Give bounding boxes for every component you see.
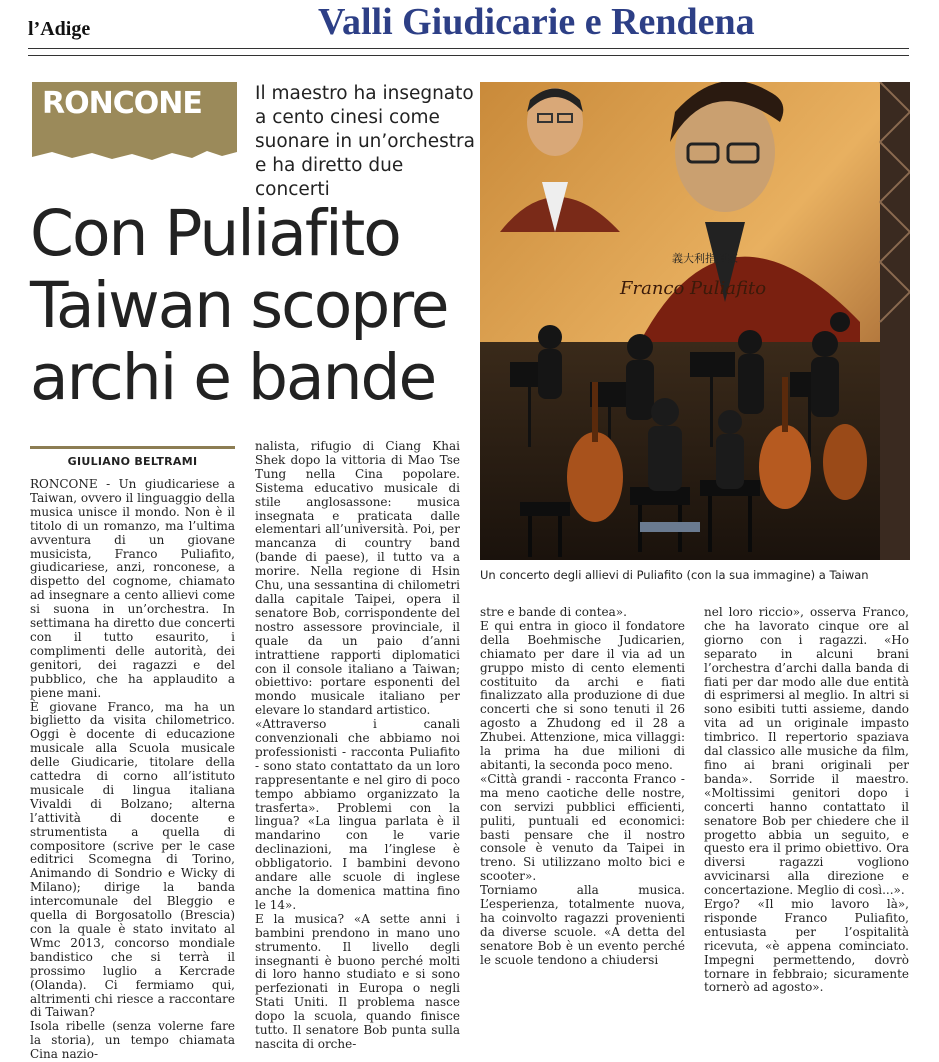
section-title: Valli Giudicarie e Rendena bbox=[318, 1, 755, 43]
paragraph: Isola ribelle (senza volerne fare la storia), un tempo chiamata Cina nazio- bbox=[30, 1019, 235, 1062]
kicker-torn-edge bbox=[32, 140, 237, 170]
headline-line-2: Taiwan scopre bbox=[30, 269, 448, 342]
article-column-1 bbox=[30, 478, 235, 1062]
byline-rule bbox=[30, 446, 235, 449]
article-column-3 bbox=[480, 606, 685, 968]
paragraph: stre e bande di contea». bbox=[480, 605, 627, 619]
paragraph: «Città grandi - racconta Franco - ma meno caotiche delle nostre, con servizi pubblici efficienti, puliti, puntuali ed economici: basti pensare che il nostro console è venuto da Taipei in treno. Si utilizzano molto bici e scooter». bbox=[480, 771, 685, 884]
newspaper-name: l’Adige bbox=[28, 18, 91, 40]
photo-caption: Un concerto degli allievi di Puliafito (con la sua immagine) a Taiwan bbox=[480, 568, 869, 582]
paragraph: E qui entra in gioco il fondatore della Boehmische Judicarien, chiamato per dare il via ad un gruppo misto di cento elementi costituito da archi e fiati finalizzato alla produzione di due concerti che si sono tenuti il 26 agosto a Zhudong ed il 28 a Zhubei. Attenzione, mica villaggi: la prima ha due milioni di abitanti, la seconda poco meno. bbox=[480, 618, 685, 772]
paragraph: E la musica? «A sette anni i bambini prendono in mano uno strumento. Il livello degli insegnanti è buono perché molti di loro hanno studiato e si sono perfezionati in Europa o negli Stati Uniti. Il problema nasce dopo la scuola, quando finisce tutto. Il senatore Bob punta sulla nascita di orche- bbox=[255, 911, 460, 1051]
headline-line-3: archi e bande bbox=[30, 341, 436, 414]
summary: Il maestro ha insegnato a cento cinesi come suonare in un’orchestra e ha diretto due concerti bbox=[255, 83, 475, 200]
paragraph: nel loro riccio», osserva Franco, che ha lavorato cinque ore al giorno con i ragazzi. «Ho separato in alcuni brani l’orchestra d’archi dalla banda di fiati per dar modo alle due entità di esprimersi al meglio. In altri si sono esibiti tutti assieme, dando vita ad un originale impasto timbrico. Il repertorio spaziava dal classico alle musiche da film, fino ai brani originali per banda». Sorride il maestro. «Moltissimi genitori dopo i concerti hanno contattato il senatore Bob per chiedere che il progetto abbia un seguito, e questo era il primo obiettivo. Ora diversi ragazzi vogliono avvicinarsi alla direzione e concertazione. Meglio di così...». bbox=[704, 605, 909, 898]
paragraph: «Attraverso i canali convenzionali che abbiamo noi professionisti - racconta Puliafito - sono stato contattato da un loro rappresentante e nel giro di poco tempo abbiamo organizzato la trasferta». Problemi con la lingua? «La lingua parlata è il mandarino con le varie declinazioni, ma l’inglese è obbligatorio. I bambini devono andare alle scuole di inglese anche la domenica mattina fino le 14». bbox=[255, 717, 460, 912]
paragraph: Torniamo alla musica. L’esperienza, totalmente nuova, ha coinvolto ragazzi provenienti da diverse scuole. «A detta del senatore Bob è un evento perché le scuole tendono a chiudersi bbox=[480, 883, 685, 967]
paragraph: nalista, rifugio di Ciang Khai Shek dopo la vittoria di Mao Tse Tung nella Cina popolare. Sistema educativo musicale di stile anglosassone: musica insegnata e praticata dalle elementari all’università. Poi, per mancanza di country band (bande di paese), il tutto va a morire. Nella regione di Hsin Chu, una sessantina di chilometri dalla capitale Taipei, opera il senatore Bob, corrispondente del nostro assessore provinciale, il quale da un paio d’anni intrattiene rapporti diplomatici con il console italiano a Taiwan; obiettivo: portare esponenti del mondo musicale italiano per elevare lo standard artistico. bbox=[255, 439, 460, 718]
poster-name-text: Franco Puliafito bbox=[620, 278, 767, 299]
byline: GIULIANO BELTRAMI bbox=[67, 455, 198, 468]
article-column-4 bbox=[704, 606, 909, 995]
concert-photo-illustration bbox=[480, 82, 910, 560]
concert-photo bbox=[480, 82, 910, 560]
kicker-label: RONCONE bbox=[42, 86, 202, 121]
article-column-2 bbox=[255, 440, 460, 1052]
header-rule-secondary bbox=[28, 55, 909, 56]
headline bbox=[30, 198, 475, 414]
poster-chinese-text: 義大利指揮家 bbox=[672, 252, 738, 265]
paragraph: RONCONE - Un giudicariese a Taiwan, ovvero il linguaggio della musica unisce il mondo. Non è il titolo di un romanzo, ma l’ultima avventura di un giovane musicista, Franco Puliafito, giudicariese, anzi, ronconese, a dispetto del cognome, chiamato ad insegnare a cento allievi come si suona in un’orchestra. In settimana ha diretto due concerti con il tutto esaurito, i complimenti delle autorità, dei genitori, dei ragazzi e del pubblico, che ha applaudito a piene mani. bbox=[30, 477, 235, 700]
paragraph: Ergo? «Il mio lavoro là», risponde Franco Puliafito, entusiasta per l’ospitalità ricevuta, «è appena cominciato. Impegni permettendo, dovrò tornare in febbraio; sicuramente tornerò ad agosto». bbox=[704, 897, 909, 995]
headline-line-1: Con Puliafito bbox=[30, 197, 400, 270]
header-rule bbox=[28, 48, 909, 49]
paragraph: È giovane Franco, ma ha un biglietto da visita chilometrico. Oggi è docente di educazione musicale alla Scuola musicale delle Giudicarie, titolare della cattedra di corno all’istituto musicale di lingua italiana Vivaldi di Bolzano; alterna l’attività di docente e strumentista a quella di compositore (scrive per le case editrici Scomegna di Torino, Animando di Sondrio e Wicky di Milano); dirige la banda intercomunale del Bleggio e quella di Borgosatollo (Brescia) con la quale è stato invitato al Wmc 2013, concorso mondiale bandistico che si terrà il prossimo luglio a Kercrade (Olanda). Ci fermiamo qui, altrimenti chi riesce a raccontare di Taiwan? bbox=[30, 699, 235, 1020]
